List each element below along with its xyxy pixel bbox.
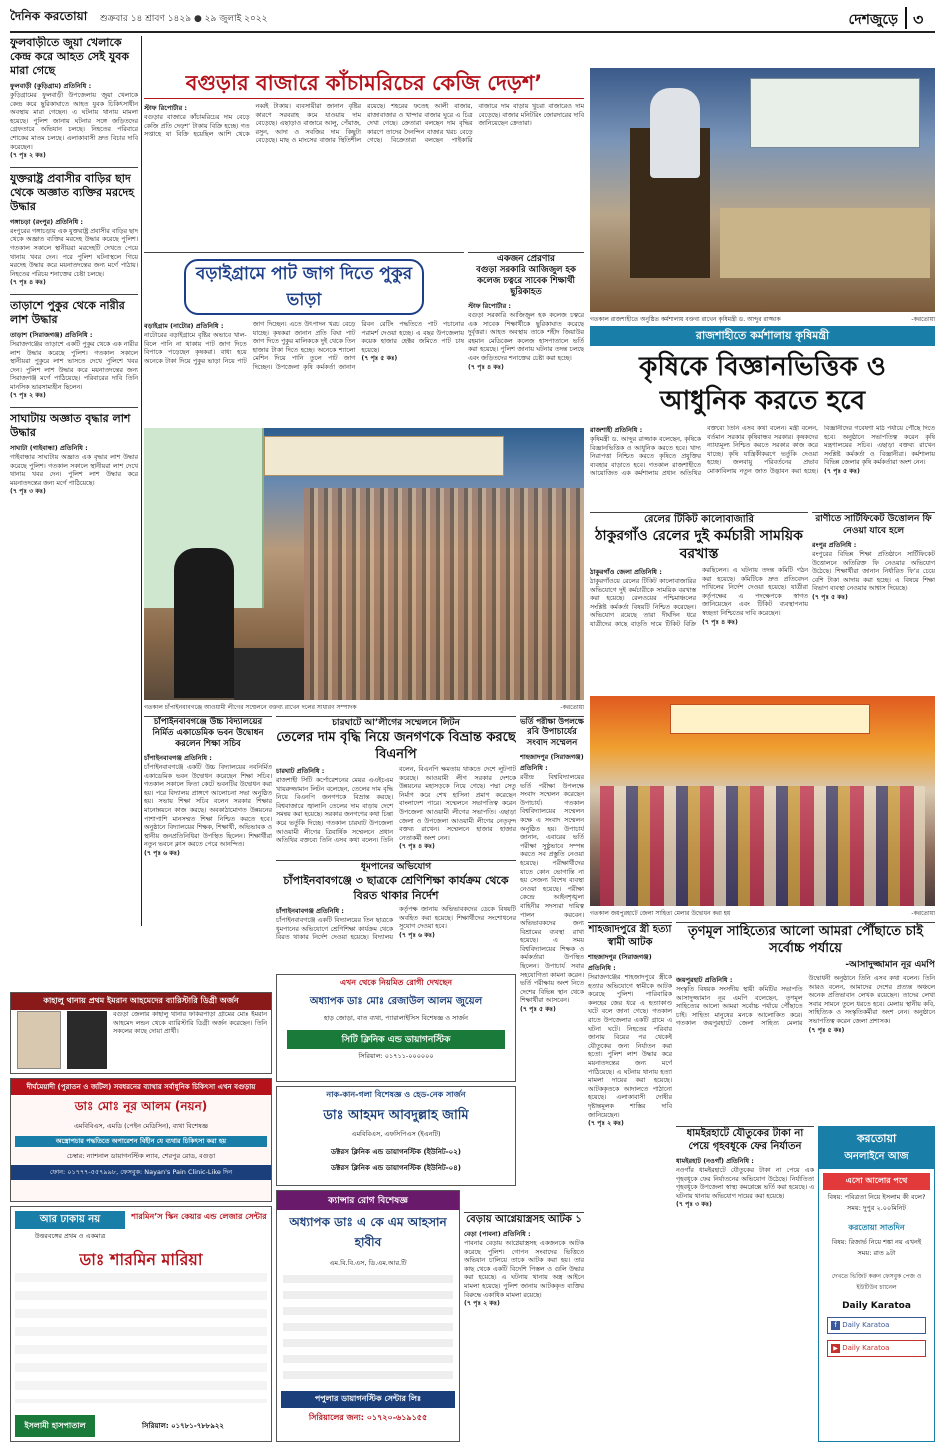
krishi-kicker-bar	[590, 326, 935, 346]
story-byline: গঙ্গাচড়া (রংপুর) প্রতিনিধি :	[10, 217, 84, 226]
clinic-name: ডক্টরস ক্লিনিক এন্ড ডায়াগনস্টিক (ইউনিট-০৪)	[331, 1164, 461, 1172]
section-name: দেশজুড়ে	[848, 12, 898, 28]
ad-pain	[10, 1078, 272, 1202]
stage-banner	[750, 78, 920, 148]
headline-chili: বগুড়ার বাজারে কাঁচামরিচের কেজি দেড়শ’	[144, 68, 584, 99]
story-byline: তাড়াশ (সিরাজগঞ্জ) প্রতিনিধি :	[10, 330, 93, 339]
facebook-label: Daily Karatoa	[842, 1321, 890, 1329]
rally-photo	[144, 428, 584, 700]
online-item-time: সময়: রাত ৯টা	[857, 1249, 896, 1257]
story-body: রবীন্দ্র বিশ্ববিদ্যালয়ের ভর্তি পরীক্ষা উপলক্ষে সংবাদ সম্মেলন করেছেন উপাচার্য। গতকাল বিশ্ববিদ্যালয়ের সম্মেলন কক্ষে এ সংবাদ সম্মেলন অনুষ্ঠিত হয়। উপাচার্য জানান, এবারের ভর্তি পরীক্ষা সুষ্ঠুভাবে সম্পন্ন করতে সব প্রস্তুতি নেওয়া হয়েছে। পরীক্ষার্থীদের যাতে কোন ভোগান্তি না হয় সেজন্য বিশেষ ব্যবস্থা নেওয়া হয়েছে। পরীক্ষা কেন্দ্রে আইনশৃঙ্খলা বাহিনীর সদস্যরা দায়িত্ব পালন করবেন। অভিভাবকদের জন্য বিশ্রামের ব্যবস্থা রাখা হয়েছে। এ সময় বিশ্ববিদ্যালয়ের শিক্ষক ও কর্মকর্তারা উপস্থিত ছিলেন। উপাচার্য সবার সহযোগিতা কামনা করেন। ভর্তি পরীক্ষায় অংশ নিতে দেশের বিভিন্ন স্থান থেকে শিক্ষার্থীরা আসবেন।	[520, 774, 584, 1005]
story-title: তাড়াশে পুকুর থেকে নারীর লাশ উদ্ধার	[10, 298, 125, 326]
doctor-name: অধ্যাপক ডাঃ এ কে এম আহসান হাবীব	[289, 1215, 447, 1249]
left-column	[10, 36, 138, 986]
krishi-body	[590, 425, 935, 507]
ad-body: বগুড়া জেলার কাহালু থানার ফকিরপাড়া গ্রামের মোঃ ইমরান আহমেদ লন্ডন থেকে ব্যারিস্টারি ডিগ্রী অর্জন করেছেন। তিনি সকলের কাছে দোয়া প্রার্থী।	[113, 1011, 267, 1036]
doctor-name: ডাঃ আহমদ আবদুল্লাহ জামি	[323, 1108, 469, 1123]
online-note: দেখতে ভিজিট করুন ফেসবুক পেজ ও ইউটিউব চ্যানেল	[831, 1273, 922, 1291]
caption-text: গতকাল চাঁপাইনবাবগঞ্জে আওয়ামী লীগের সম্মেলনে বক্তব্য রাখেন দলের সাধারণ সম্পাদক	[144, 704, 357, 711]
page-number: ৩	[905, 7, 930, 29]
rally-caption	[144, 702, 584, 712]
story-continuation: (৭ পৃঃ ৫ কঃ)	[812, 593, 848, 601]
story-byline: ফুলবাড়ী (কুড়িগ্রাম) প্রতিনিধি :	[10, 82, 92, 90]
story-shikkha	[468, 252, 584, 422]
masthead-rule	[10, 31, 935, 33]
ad-subtitle: উত্তরবঙ্গের প্রথম ও একমাত্র	[34, 1232, 106, 1240]
story-continuation: (৭ পৃঃ ৫ কঃ)	[520, 1006, 556, 1014]
youtube-label: Daily Karatoa	[842, 1344, 890, 1352]
facebook-link[interactable]	[827, 1317, 926, 1334]
story-body: বগুড়ার বাজারে কাঁচামরিচের দাম বেড়ে কেজি প্রতি দেড়শ’ টাকায় বিক্রি হচ্ছে। গত সপ্তাহে যা বিক্রি হয়েছিল আশি থেকে নব্বই টাকায়। ব্যবসায়ীরা জানান বৃষ্টির কারণে সরবরাহ কমে যাওয়ায় দাম বেড়েছে। এছাড়াও বাজারে আলু, পেঁয়াজ, রসুন, আদা ও সবজির দাম কিছুটা বেড়েছে। মাছ ও মাংসের বাজার স্থিতিশীল রয়েছে। শহরের ফতেহ আলী বাজার, রাজাবাজার ও খান্দার বাজার ঘুরে এ চিত্র দেখা গেছে। ক্রেতারা বলছেন দাম বৃদ্ধির কারণে তাদের দৈনন্দিন বাজার খরচ বেড়ে গেছে। বিক্রেতারা বলছেন পাইকারি বাজারে দাম বাড়ায় খুচরা বাজারেও দাম বেড়েছে। বাজার মনিটরিং জোরদারের দাবি জানিয়েছেন ক্রেতারা।	[144, 103, 584, 145]
hospital-name: ইসলামী হাসপাতাল	[15, 1415, 95, 1437]
story-sahitya	[676, 922, 935, 1122]
headline-smoke: চাঁপাইনবাবগঞ্জে ৩ ছাত্রকে শ্রেণিশিক্ষা কার্যক্রম থেকে বিরত থাকার নির্দেশ	[283, 874, 509, 902]
ad-title: ক্যান্সার রোগ বিশেষজ্ঞ	[277, 1191, 459, 1210]
story-continuation: (৭ পৃঃ ২ কঃ)	[588, 1120, 624, 1128]
story-continuation: (৭ পৃঃ ৫ কঃ)	[361, 355, 398, 363]
story-dowry	[676, 1126, 814, 1442]
clinic-name: ডক্টরস ক্লিনিক এন্ড ডায়াগনস্টিক (ইউনিট-০২)	[331, 1148, 461, 1156]
story-continuation: (৭ পৃঃ ৫ কঃ)	[824, 467, 860, 475]
people-group	[600, 786, 925, 906]
story-continuation: (৭ পৃঃ ৪ কঃ)	[702, 618, 738, 626]
story-body: সংস্কৃতি বিষয়ক সংসদীয় স্থায়ী কমিটির সভাপতি আসাদুজ্জামান নূর এমপি বলেছেন, তৃণমূল সাহিত্যের আলো আমরা সর্বোচ্চ পর্যায়ে পৌঁছাতে চাই। সাহিত্য মানুষের মনকে আলোকিত করে। গতকাল জয়পুরহাটে জেলা সাহিত্য মেলার উদ্বোধনী অনুষ্ঠানে তিনি এসব কথা বলেন। তিনি আরও বলেন, আমাদের দেশের প্রত্যন্ত অঞ্চলে অনেক প্রতিভাবান লেখক রয়েছেন। তাদের লেখা সবার সামনে তুলে ধরতে হবে। মেলায় স্থানীয় কবি, সাহিত্যিক ও সংস্কৃতিকর্মীরা অংশ নেন। অনুষ্ঠানে সভাপতিত্ব করেন জেলা প্রশাসক।	[676, 975, 935, 1028]
ad-title: দীর্ঘমেয়াদী (পুরাতন ও জটিল) সবধরনের ব্যাথার সর্বাধুনিক চিকিৎসা এখন বগুড়ায়	[11, 1079, 271, 1095]
graduate-photo	[67, 1011, 107, 1069]
story-kicker: একজন প্রেরণার	[496, 254, 556, 264]
doctor-specialty: হাড় জোড়া, বাত ব্যথা, প্যারালাইসিস বিশেষজ্ঞ ও সার্জন	[324, 1014, 468, 1022]
story-title: সাঘাটায় অজ্ঞাত বৃদ্ধার লাশ উদ্ধার	[10, 412, 131, 440]
ad-note: অস্ত্রোপচার পদ্ধতিতে অপারেশন বিহীন যে ব্যথার চিকিৎসা করা হয়	[15, 1136, 267, 1147]
story-byline: ঠাকুরগাঁও জেলা প্রতিনিধি :	[590, 568, 662, 576]
story-title: বেড়ায় আগ্নেয়াস্ত্রসহ আটক ১	[466, 1214, 582, 1225]
speaker-figure	[650, 88, 700, 178]
youtube-link[interactable]	[827, 1340, 926, 1357]
sahitya-photo	[590, 696, 935, 906]
story-arrest	[464, 1212, 584, 1442]
online-box	[818, 1126, 935, 1442]
speaker-name: -আসাদুজ্জামান নূর এমপি	[845, 960, 935, 970]
ad-barrister	[10, 992, 272, 1074]
headline-jute: বড়াইগ্রামে পাট জাগ দিতে পুকুর ভাড়া	[184, 259, 424, 315]
story-body: চাঁপাইনবাবগঞ্জে একটি বিদ্যালয়ের তিন ছাত্রকে ধূমপানের অভিযোগে শ্রেণিশিক্ষা কার্যক্রম থেকে বিরত থাকার নির্দেশ দেওয়া হয়েছে। বিদ্যালয় কর্তৃপক্ষ জানায় অভিভাবকদের ডেকে বিষয়টি অবহিত করা হয়েছে। শিক্ষার্থীদের সংশোধনের সুযোগ দেওয়া হবে।	[276, 906, 516, 942]
story-title: শাহজাদপুরে স্ত্রী হত্যা স্বামী আটক	[588, 924, 672, 948]
caption-credit: -করতোয়া	[911, 910, 935, 917]
online-brand: করতোয়া	[856, 1132, 897, 1145]
center-name: শারমিন’স স্কিন কেয়ার এন্ড লেজার সেন্টার	[131, 1212, 267, 1221]
caption-text: গতকাল জয়পুরহাটে জেলা সাহিত্য মেলার উদ্বোধন করা হয়	[590, 910, 731, 917]
site-name: Daily Karatoa	[842, 1301, 911, 1311]
photo-caption	[590, 908, 935, 918]
online-item-subject: বিষয়: পবিত্রতা নিয়ে ইসলাম কী বলে?	[827, 1193, 926, 1201]
story-byline: স্টাফ রিপোর্টার :	[144, 104, 188, 112]
story-continuation: (৭ পৃঃ ৬ কঃ)	[144, 849, 180, 857]
online-item-title: করতোয়া সাতদিন	[848, 1223, 905, 1232]
story-continuation: (৭ পৃঃ ২ কঃ)	[10, 152, 46, 160]
headline-krishi: কৃষিকে বিজ্ঞানভিত্তিক ও আধুনিক করতে হবে	[639, 352, 886, 416]
story-byline: চাঁপাইনবাবগঞ্জ প্রতিনিধি :	[276, 907, 344, 915]
headline-sahitya: তৃণমূল সাহিত্যের আলো আমরা পৌঁছাতে চাই সর্বোচ্চ পর্যায়ে	[687, 924, 924, 956]
festival-banner	[670, 704, 870, 734]
ad-title: কাহালু থানায় প্রথম ইমরান আহমেদের ব্যারিস্টারি ডিগ্রী অর্জন	[11, 993, 271, 1010]
story-body: পাবনার বেড়ায় আগ্নেয়াস্ত্রসহ একজনকে আটক করেছে পুলিশ। গোপন সংবাদের ভিত্তিতে অভিযান চালিয়ে তাকে আটক করা হয়। তার কাছ থেকে একটি বিদেশি পিস্তল ও গুলি উদ্ধার করা হয়েছে। এ ঘটনায় থানায় অস্ত্র আইনে মামলা হয়েছে। পুলিশ জানায় আটককৃত ব্যক্তির বিরুদ্ধে একাধিক মামলা রয়েছে।	[464, 1240, 584, 1299]
story-continuation: (৭ পৃঃ ২ কঃ)	[10, 392, 46, 400]
photo-caption	[590, 314, 935, 324]
story-continuation: (৭ পৃঃ ৩ কঃ)	[676, 1201, 712, 1209]
story-title: রাণীতে সার্টিফিকেট উত্তোলন ফি নেওয়া যাবে হলে	[815, 514, 932, 536]
story-kicker: ধূমপানের অভিযোগ	[360, 862, 432, 872]
story-title: বগুড়া সরকারি আজিজুল হক কলেজ চত্বরে সাবেক শিক্ষার্থী ছুরিকাহত	[476, 265, 576, 297]
story-title: যুক্তরাষ্ট্র প্রবাসীর বাড়ির ছাদ থেকে অজ্ঞাত ব্যক্তির মরদেহ উদ্ধার	[10, 171, 135, 213]
story-school	[144, 716, 272, 964]
story-byline: বেড়া (পাবনা) প্রতিনিধি :	[464, 1230, 531, 1238]
story-continuation: (৭ পৃঃ ৪ কঃ)	[399, 843, 435, 851]
youtube-icon: ▶	[831, 1344, 840, 1353]
online-item-subject: বিষয়: রিজার্ভ নিয়ে শঙ্কা নয় এখনই	[831, 1238, 922, 1246]
story-body: সিরাজগঞ্জের শাহজাদপুরে স্ত্রীকে হত্যার অভিযোগে স্বামীকে আটক করেছে পুলিশ। পারিবারিক কলহের জের ধরে এ হত্যাকাণ্ড ঘটে বলে জানা গেছে। গতকাল রাতে উপজেলার একটি গ্রামে এ ঘটনা ঘটে। নিহতের পরিবার জানায় বিয়ের পর থেকেই যৌতুকের জন্য নির্যাতন করা হতো। পুলিশ লাশ উদ্ধার করে ময়নাতদন্তের জন্য মর্গে পাঠিয়েছে। এ ঘটনায় থানায় হত্যা মামলা দায়ের করা হয়েছে। আটককৃতকে আদালতে পাঠানো হয়েছে। এলাকাবাসী দোষীর দৃষ্টান্তমূলক শাস্তির দাবি জানিয়েছেন।	[588, 974, 672, 1119]
story-continuation: (৭ পৃঃ ৫ কঃ)	[808, 1026, 845, 1034]
ad-ortho	[276, 974, 516, 1082]
story-kicker: রেলের টিকিট কালোবাজারি	[643, 514, 755, 525]
story-body: চাঁপাইনবাবগঞ্জে একটি উচ্চ বিদ্যালয়ের নবনির্মিত একাডেমিক ভবন উদ্বোধন করেছেন শিক্ষা সচিব। গতকাল সকালে ফিতা কেটে ভবনটির উদ্বোধন করা হয়। পরে বিদ্যালয় প্রাঙ্গণে আলোচনা সভা অনুষ্ঠিত হয়। সভায় শিক্ষা সচিব বলেন সরকার শিক্ষার মানোন্নয়নে কাজ করছে। অবকাঠামোগত উন্নয়নের পাশাপাশি মানসম্মত শিক্ষা নিশ্চিত করতে হবে। অনুষ্ঠানে বিদ্যালয়ের শিক্ষক, শিক্ষার্থী, অভিভাবক ও স্থানীয় জনপ্রতিনিধিরা উপস্থিত ছিলেন। শিক্ষার্থীরা নতুন ভবনে ক্লাস করতে পেরে আনন্দিত।	[144, 764, 272, 849]
story-body: রংপুরের বিভিন্ন শিক্ষা প্রতিষ্ঠানে সার্টিফিকেট উত্তোলনে অতিরিক্ত ফি নেওয়ার অভিযোগ উঠেছে। শিক্ষার্থীরা জানান নির্ধারিত ফি’র চেয়ে বেশি টাকা আদায় করা হচ্ছে। এ বিষয়ে শিক্ষা বিভাগ ব্যবস্থা নেওয়ার আশ্বাস দিয়েছে।	[812, 551, 935, 593]
story-byline: রাজশাহী প্রতিনিধি :	[590, 426, 643, 434]
caption-credit: -করতোয়া	[560, 704, 584, 711]
doctor-name: অধ্যাপক ডাঃ মোঃ রেজাউল আলম জুয়েল	[309, 996, 483, 1007]
divider	[10, 294, 138, 295]
doctor-degree: এমবিবিএস, এমডি (পেইন মেডিসিন), ব্যথা বিশেষজ্ঞ	[73, 1122, 209, 1130]
phone: সিরিয়াল: ০১৭১১-০০০০০০	[358, 1052, 434, 1060]
headline-oil: তেলের দাম বৃদ্ধি নিয়ে জনগণকে বিভ্রান্ত করছে বিএনপি	[276, 730, 516, 762]
ad-ent	[276, 1086, 516, 1186]
story-byline: রংপুর প্রতিনিধি :	[812, 541, 857, 549]
facebook-icon: f	[831, 1321, 840, 1330]
story-continuation: (৭ পৃঃ ৪ কঃ)	[468, 363, 504, 371]
online-header	[819, 1127, 934, 1169]
story-kicker: রাজশাহীতে কর্মশালায় কৃষিমন্ত্রী	[695, 329, 830, 342]
story-title: চাঁপাইনবাবগঞ্জে উচ্চ বিদ্যালয়ের নির্মিত একাডেমিক ভবন উদ্বোধন করলেন শিক্ষা সচিব	[152, 717, 264, 749]
issue-date: শুক্রবার ১৪ শ্রাবণ ১৪২৯ ● ২৯ জুলাই ২০২২	[100, 14, 268, 24]
story-body: ঠাকুরগাঁওয়ে রেলের টিকিট কালোবাজারির অভিযোগে দুই কর্মচারীকে সাময়িক বরখাস্ত করা হয়েছে। রেলওয়ের পশ্চিমাঞ্চলের সংশ্লিষ্ট কর্মকর্তা বিষয়টি নিশ্চিত করেছেন। অভিযোগ রয়েছে তারা দীর্ঘদিন ধরে যাত্রীদের কাছে বাড়তি দামে টিকিট বিক্রি করছিলেন। এ ঘটনায় তদন্ত কমিটি গঠন করা হয়েছে। কমিটিকে দ্রুত প্রতিবেদন দাখিলের নির্দেশ দেওয়া হয়েছে। যাত্রীরা কর্তৃপক্ষের এ পদক্ষেপকে স্বাগত জানিয়েছেন এবং টিকিট ব্যবস্থাপনায় স্বচ্ছতা নিশ্চিতের দাবি করেছেন।	[590, 567, 808, 628]
audience-row	[720, 208, 930, 278]
story-smoke	[276, 860, 516, 970]
krishi-photo	[590, 68, 935, 312]
story-body: কৃষিমন্ত্রী ড. আব্দুর রাজ্জাক বলেছেন, কৃষিকে বিজ্ঞানভিত্তিক ও আধুনিক করতে হবে। খাদ্য নিরাপত্তা নিশ্চিত করতে কৃষিতে প্রযুক্তির ব্যবহার বাড়াতে হবে। গতকাল রাজশাহীতে আয়োজিত এক কর্মশালায় প্রধান অতিথির বক্তব্যে তিনি এসব কথা বলেন। মন্ত্রী বলেন, বর্তমান সরকার কৃষিবান্ধব সরকার। কৃষকদের ন্যায্যমূল্য নিশ্চিত করতে সরকার কাজ করে যাচ্ছে। কৃষি যান্ত্রিকীকরণে ভর্তুকি দেওয়া হচ্ছে। জলবায়ু পরিবর্তনের প্রভাব মোকাবিলায় নতুন জাত উদ্ভাবন করা হচ্ছে। বিজ্ঞানীদের গবেষণা মাঠ পর্যায়ে পৌঁছে দিতে হবে। অনুষ্ঠানে সভাপতিত্ব করেন কৃষি মন্ত্রণালয়ের সচিব। এছাড়া বক্তব্য রাখেন সংশ্লিষ্ট কর্মকর্তা ও বিজ্ঞানীরা। কর্মশালায় বিভিন্ন জেলার কৃষি কর্মকর্তারা অংশ নেন।	[590, 425, 935, 478]
story-body: রংপুরের গঙ্গাচড়ায় এক যুক্তরাষ্ট্র প্রবাসীর বাড়ির ছাদ থেকে অজ্ঞাত ব্যক্তির মরদেহ উদ্ধার করেছে পুলিশ। গতকাল সকালে স্থানীয়রা মরদেহটি দেখতে পেয়ে থানায় খবর দেন। পরে পুলিশ ঘটনাস্থলে গিয়ে মরদেহ উদ্ধার করে ময়নাতদন্তের জন্য মর্গে পাঠায়। নিহতের পরিচয় শনাক্তের চেষ্টা চলছে।	[10, 227, 138, 278]
caption-text: গতকাল রাজশাহীতে অনুষ্ঠিত কর্মশালায় বক্তব্য রাখেন কৃষিমন্ত্রী ড. আব্দুর রাজ্জাক	[590, 316, 781, 323]
clinic-name: পপুলার ডায়াগনস্টিক সেন্টার লিঃ	[281, 1391, 455, 1408]
phone: ফোন: ০১৭৭৭-৫৫৭৯৯৮, ফেসবুক: Nayan's Pain Clinic-Like দিন	[11, 1165, 271, 1180]
ad-cancer	[276, 1190, 460, 1442]
story-certificate	[812, 512, 935, 692]
crowd	[304, 488, 584, 700]
online-item	[819, 1169, 934, 1218]
online-item-time: সময়: দুপুর ২.০০মিনিট	[847, 1204, 906, 1212]
doctor-name: ডাঃ শারমিন মারিয়া	[79, 1250, 203, 1269]
online-title: অনলাইনে আজ	[844, 1151, 909, 1162]
story-byline: বড়াইগ্রাম (নাটোর) প্রতিনিধি :	[144, 322, 224, 330]
credentials-block	[283, 1275, 453, 1385]
masthead	[10, 5, 935, 31]
story-chili	[144, 68, 584, 246]
story-jute	[144, 252, 464, 422]
banner	[264, 436, 504, 476]
story-body: বগুড়া সরকারি আজিজুল হক কলেজ চত্বরে এক সাবেক শিক্ষার্থীকে ছুরিকাঘাত করেছে দুর্বৃত্তরা। আহত অবস্থায় তাকে শহীদ জিয়াউর রহমান মেডিকেল কলেজ হাসপাতালে ভর্তি করা হয়েছে। পুলিশ জানায় ঘটনার তদন্ত চলছে এবং জড়িতদের শনাক্তের চেষ্টা করা হচ্ছে।	[468, 312, 584, 362]
story-body: কুড়িগ্রামের ফুলবাড়ী উপজেলায় জুয়া খেলাকে কেন্দ্র করে ছুরিকাঘাতে আহত যুবক চিকিৎসাধীন অবস্থায় মারা গেছেন। এ ঘটনায় থানায় মামলা হয়েছে। পুলিশ জানায় ঘটনার সঙ্গে জড়িতদের গ্রেফতারে অভিযান চলছে। নিহতের পরিবারে শোকের মাতম চলছে। এলাকাবাসী দ্রুত বিচার দাবি করেছেন।	[10, 92, 138, 151]
ad-title: এখন থেকে নিয়মিত রোগী দেখছেন	[339, 978, 453, 987]
story-murder	[588, 922, 672, 1422]
story-byline: সাঘাটা (গাইবান্ধা) প্রতিনিধি :	[10, 444, 88, 453]
doctor-name: ডাঃ মোঃ নূর আলম (নয়ন)	[74, 1099, 208, 1113]
service-list	[15, 1273, 267, 1403]
online-item-title: এসো আলোর পথে	[823, 1173, 930, 1190]
story-body: রাজশাহী সিটি কর্পোরেশনের মেয়র এএইচএম খায়রুজ্জামান লিটন বলেছেন, তেলের দাম বৃদ্ধি নিয়ে বিএনপি জনগণকে বিভ্রান্ত করছে। বিশ্ববাজারে জ্বালানি তেলের দাম বাড়ায় দেশে সমন্বয় করা হয়েছে। সরকার জনগণের কথা চিন্তা করে ভর্তুকি দিচ্ছে। গতকাল চারঘাট উপজেলা আওয়ামী লীগের ত্রিবার্ষিক সম্মেলনে প্রধান অতিথির বক্তব্যে তিনি এসব কথা বলেন। তিনি বলেন, বিএনপি ক্ষমতায় থাকতে দেশে লুটপাট করেছে। আওয়ামী লীগ সরকার দেশকে উন্নয়নের মহাসড়কে নিয়ে গেছে। পদ্মা সেতু নির্মাণ করে শেখ হাসিনা প্রমাণ করেছেন বাংলাদেশ পারে। সম্মেলনে সভাপতিত্ব করেন উপজেলা আওয়ামী লীগের সভাপতি। এছাড়া জেলা ও উপজেলা আওয়ামী লীগের নেতৃবৃন্দ বক্তব্য রাখেন। সম্মেলনে হাজার হাজার নেতাকর্মী অংশ নেন।	[276, 766, 516, 845]
story-continuation: (৭ পৃঃ ৪ কঃ)	[10, 279, 46, 287]
story-continuation: (৭ পৃঃ ২ কঃ)	[464, 1300, 500, 1308]
story-body: নাটোরের বড়াইগ্রামে বৃষ্টির অভাবে খাল-বিলে পানি না থাকায় পাট জাগ দিতে বিপাকে পড়েছেন কৃষকরা। বাধ্য হয়ে অনেকে টাকা দিয়ে পুকুর ভাড়া নিয়ে পাট জাগ দিচ্ছেন। এতে উৎপাদন খরচ বেড়ে যাচ্ছে। কৃষকরা জানান প্রতি বিঘা পাট জাগ দিতে পুকুর মালিককে দুই থেকে তিন হাজার টাকা দিতে হচ্ছে। অনেকে শ্যালো মেশিন দিয়ে পানি তুলে পাট জাগ দিচ্ছেন। উপজেলা কৃষি কর্মকর্তা জানান রিবন রেটিং পদ্ধতিতে পাট পচানোর পরামর্শ দেওয়া হচ্ছে। এ বছর উপজেলায় কয়েক হাজার হেক্টর জমিতে পাট চাষ হয়েছে।	[144, 321, 464, 371]
story-title: ধামইরহাটে যৌতুকের টাকা না পেয়ে গৃহবধূকে ফের নির্যাতন	[686, 1128, 804, 1152]
caption-credit: -করতোয়া	[911, 316, 935, 323]
online-item	[819, 1218, 934, 1263]
story-byline: স্টাফ রিপোর্টার :	[468, 302, 512, 310]
divider	[10, 407, 138, 408]
story-byline: চাঁপাইনবাবগঞ্জ প্রতিনিধি :	[144, 754, 212, 762]
chamber: চেম্বার: ন্যাশনাল ডায়াগনস্টিক ল্যাব, শেরপুর রোড, বগুড়া	[66, 1152, 216, 1160]
story-body: গাইবান্ধার সাঘাটায় অজ্ঞাত এক বৃদ্ধার লাশ উদ্ধার করেছে পুলিশ। গতকাল সকালে স্থানীয়রা লাশ দেখে থানায় খবর দেন। পুলিশ লাশ উদ্ধার করে ময়নাতদন্তের জন্য মর্গে পাঠিয়েছে।	[10, 454, 138, 487]
speaker-figure	[174, 548, 234, 698]
story-continuation: (৭ পৃঃ ৩ কঃ)	[10, 488, 46, 496]
story-body: সিরাজগঞ্জের তাড়াশে একটি পুকুর থেকে এক নারীর লাশ উদ্ধার করেছে পুলিশ। গতকাল সকালে স্থানীয়রা পুকুরে লাশ ভাসতে দেখে পুলিশে খবর দেন। পুলিশ লাশ উদ্ধার করে ময়নাতদন্তের জন্য সিরাজগঞ্জ মর্গে পাঠিয়েছে। পরিবারের দাবি তিনি মানসিক ভারসাম্যহীন ছিলেন।	[10, 340, 138, 391]
ad-skin	[10, 1206, 272, 1442]
column-rule	[141, 36, 142, 926]
story-byline: চারঘাট প্রতিনিধি :	[276, 767, 325, 775]
doctor-degree: এমবিবিএস, এফসিপিএস (ইএনটি)	[351, 1130, 441, 1138]
phone: সিরিয়াল: ০১৭৮১-৭৮৮৯২২	[141, 1422, 224, 1430]
ad-title: আর ঢাকায় নয়	[15, 1211, 125, 1229]
story-oil	[276, 716, 516, 856]
story-kicker: ভর্তি পরীক্ষা উপলক্ষে	[520, 717, 584, 726]
clinic-name: সিটি ক্লিনিক এন্ড ডায়াগনস্টিক	[287, 1030, 505, 1049]
story-continuation: (৭ পৃঃ ৬ কঃ)	[399, 931, 435, 939]
story-kicker: চারঘাটে আ’লীগের সম্মেলনে লিটন	[332, 718, 460, 728]
phone: সিরিয়ালের জন্য: ০১৭২০-৬১৯১৫৫	[308, 1413, 428, 1422]
story-byline: জয়পুরহাট প্রতিনিধি :	[676, 976, 733, 984]
headline-rail: ঠাকুরগাঁও রেলের দুই কর্মচারী সাময়িক বরখাস্ত	[595, 528, 803, 562]
divider	[10, 167, 138, 168]
story-exam	[520, 716, 584, 1210]
story-byline: ধামইরহাট (নওগাঁ) প্রতিনিধি :	[676, 1157, 754, 1165]
portrait-photo	[17, 1011, 61, 1069]
story-title: রবি উপাচার্যের সংবাদ সম্মেলন	[526, 727, 578, 748]
doctor-degree: এম.বি.বি.এস, ডি.এম.আর.টি	[329, 1259, 407, 1267]
story-rail	[590, 512, 808, 692]
story-title: ফুলবাড়ীতে জুয়া খেলাকে কেন্দ্র করে আহত সেই যুবক মারা গেছে	[10, 36, 130, 77]
story-body: নওগাঁর ধামইরহাটে যৌতুকের টাকা না পেয়ে এক গৃহবধূকে ফের নির্যাতনের অভিযোগ উঠেছে। নির্যাতিতা গৃহবধূকে উপজেলা স্বাস্থ্য কমপ্লেক্সে ভর্তি করা হয়েছে। এ ঘটনায় থানায় অভিযোগ দায়ের করা হয়েছে।	[676, 1167, 814, 1200]
newspaper-logo	[10, 5, 90, 29]
story-byline: শাহজাদপুর (সিরাজগঞ্জ) প্রতিনিধি :	[520, 753, 584, 772]
lectern	[234, 648, 304, 700]
story-byline: শাহজাদপুর (সিরাজগঞ্জ) প্রতিনিধি :	[588, 953, 652, 972]
ad-title: নাক-কান-গলা বিশেষজ্ঞ ও হেড-নেক সার্জন	[326, 1090, 466, 1099]
logo-text: দৈনিক করতোয়া	[10, 9, 88, 23]
